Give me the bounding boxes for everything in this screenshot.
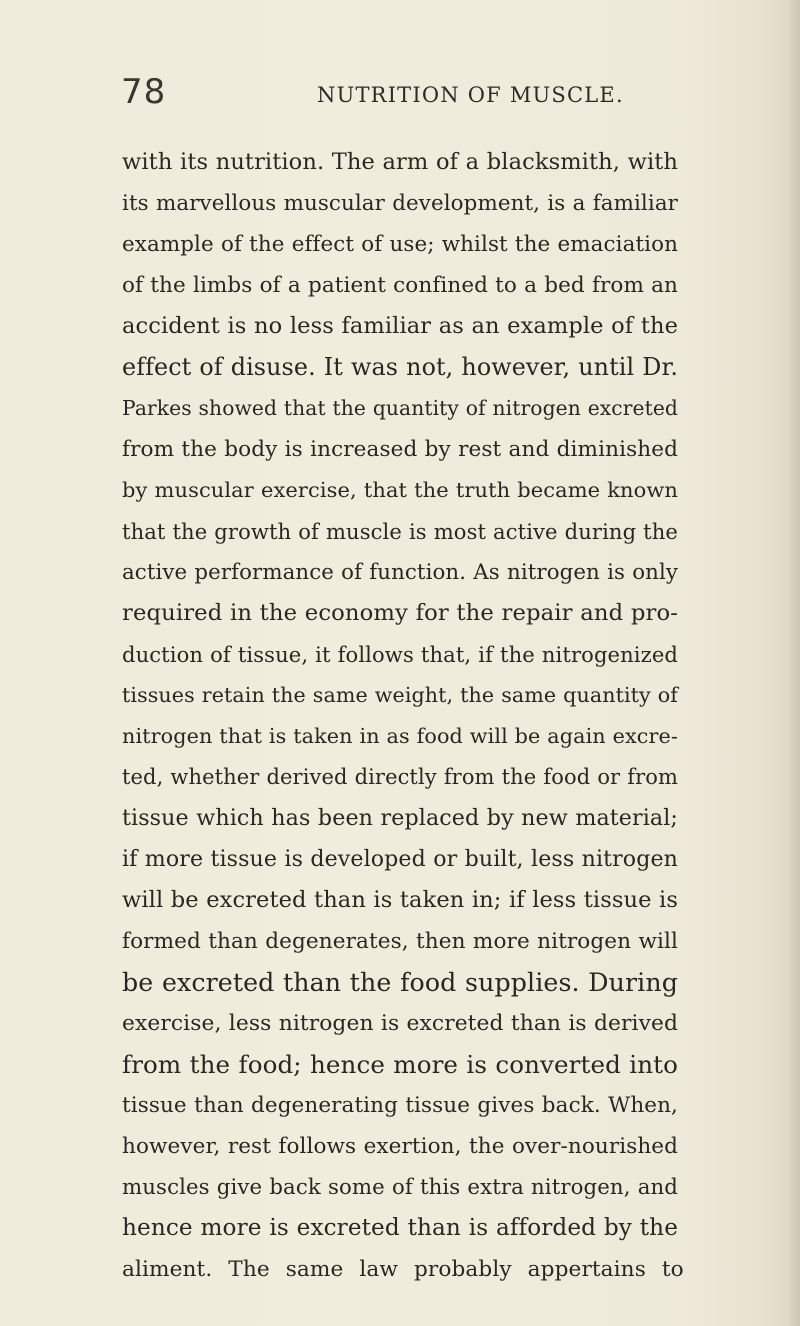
text-line: active performance of function. As nitrogen is only	[122, 560, 678, 585]
body-text	[122, 142, 684, 1290]
text-line: Parkes showed that the quantity of nitrogen excreted	[122, 396, 678, 420]
page-number: 78	[121, 72, 167, 112]
text-line: effect of disuse. It was not, however, until Dr.	[122, 353, 678, 381]
text-line: duction of tissue, it follows that, if the nitrogenized	[122, 642, 678, 667]
text-line: from the body is increased by rest and diminished	[122, 437, 678, 462]
text-line: ted, whether derived directly from the food or from	[122, 765, 678, 789]
text-line: if more tissue is developed or built, less nitrogen	[122, 846, 678, 872]
text-line: aliment. The same law probably appertains to	[122, 1257, 684, 1282]
text-line: by muscular exercise, that the truth became known	[122, 478, 678, 502]
text-line: be excreted than the food supplies. During	[122, 968, 678, 997]
text-line: tissue which has been replaced by new material;	[122, 805, 678, 831]
running-head: NUTRITION OF MUSCLE.	[317, 83, 624, 107]
text-line: its marvellous muscular development, is a familiar	[122, 191, 678, 216]
text-line: will be excreted than is taken in; if less tissue is	[122, 887, 678, 913]
text-line: required in the economy for the repair and pro-	[122, 600, 678, 626]
text-line: formed than degenerates, then more nitrogen will	[122, 929, 678, 954]
text-line: however, rest follows exertion, the over-nourished	[122, 1134, 678, 1159]
text-line: exercise, less nitrogen is excreted than is derived	[122, 1011, 678, 1036]
text-line: that the growth of muscle is most active during the	[122, 519, 678, 544]
text-line: hence more is excreted than is afforded by the	[122, 1215, 678, 1241]
text-line: from the food; hence more is converted into	[122, 1050, 678, 1079]
text-line: example of the effect of use; whilst the emaciation	[122, 232, 678, 257]
page-header	[121, 72, 681, 120]
text-line: with its nutrition. The arm of a blacksmith, with	[122, 149, 678, 175]
page-edge	[790, 0, 800, 1326]
text-line: nitrogen that is taken in as food will be again excre-	[122, 724, 678, 748]
text-line: accident is no less familiar as an example of the	[122, 313, 678, 339]
text-line: tissue than degenerating tissue gives back. When,	[122, 1093, 678, 1118]
text-line: of the limbs of a patient confined to a bed from an	[122, 273, 678, 298]
text-line: muscles give back some of this extra nitrogen, and	[122, 1175, 678, 1200]
text-line: tissues retain the same weight, the same quantity of	[122, 683, 678, 707]
